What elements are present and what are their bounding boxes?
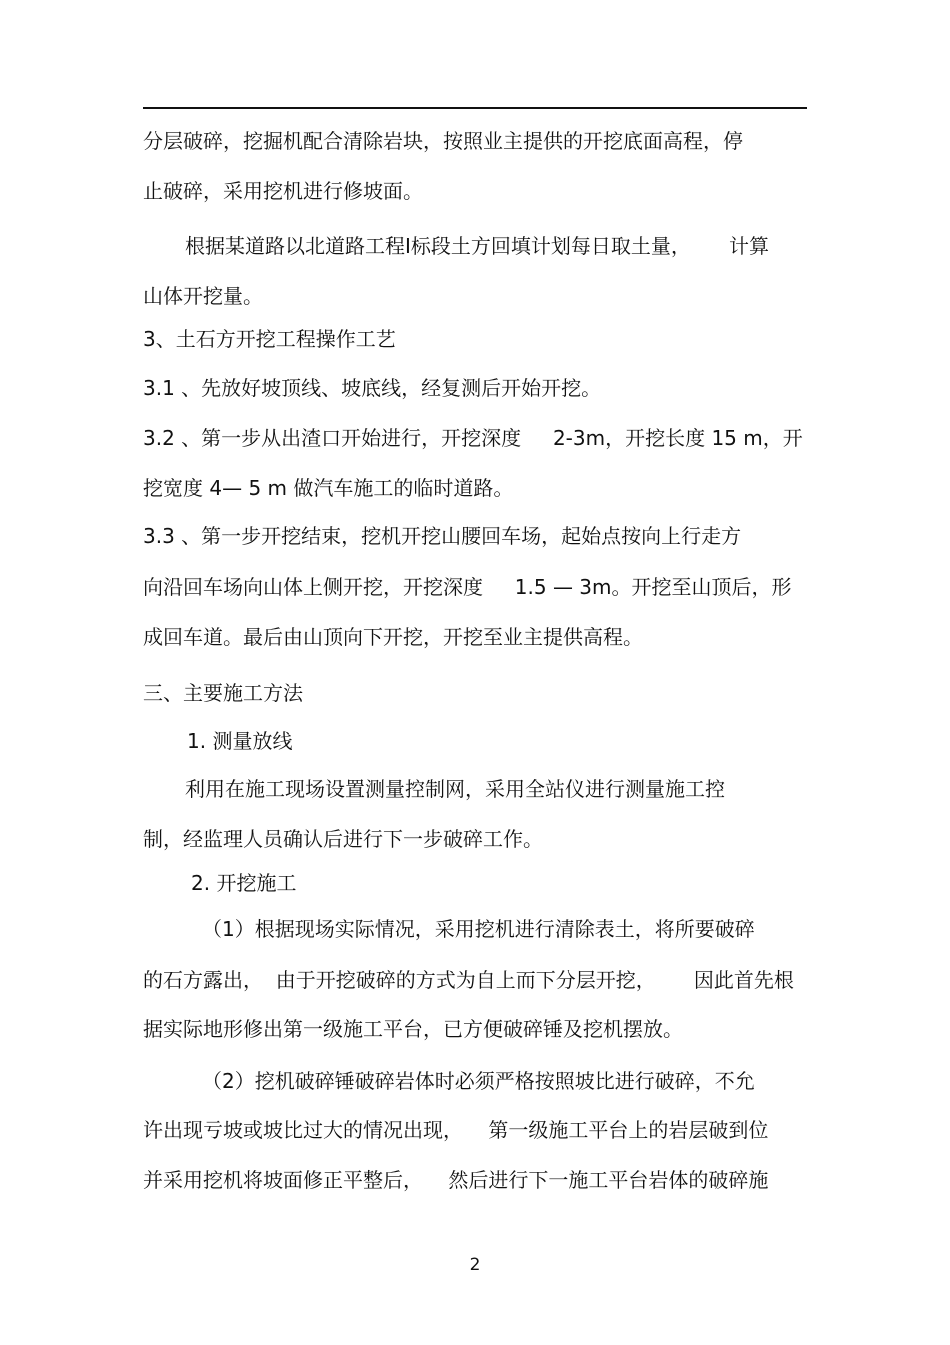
subsection-heading: 1. 测量放线 xyxy=(187,729,293,753)
text-line: 止破碎，采用挖机进行修坡面。 xyxy=(143,179,423,203)
text-line: 3.1 、先放好坡顶线、坡底线，经复测后开始开挖。 xyxy=(143,376,602,400)
subsection-heading: 2. 开挖施工 xyxy=(191,871,297,895)
text-line: 山体开挖量。 xyxy=(143,284,263,308)
text-line: 3.3 、第一步开挖结束，挖机开挖山腰回车场，起始点按向上行走方 xyxy=(143,524,742,548)
text-line: 向沿回车场向山体上侧开挖，开挖深度 1.5 — 3m。开挖至山顶后，形 xyxy=(143,575,792,599)
text-line: 3.2 、第一步从出渣口开始进行，开挖深度 2-3m，开挖长度 15 m，开 xyxy=(143,426,803,450)
text-line: 并采用挖机将坡面修正平整后， 然后进行下一施工平台岩体的破碎施 xyxy=(143,1168,769,1192)
text-line: 根据某道路以北道路工程Ⅰ标段土方回填计划每日取土量， 计算 xyxy=(185,234,770,258)
text-line: 分层破碎，挖掘机配合清除岩块，按照业主提供的开挖底面高程，停 xyxy=(143,129,743,153)
text-line: 许出现亏坡或坡比过大的情况出现， 第一级施工平台上的岩层破到位 xyxy=(143,1118,769,1142)
text-line: 利用在施工现场设置测量控制网，采用全站仪进行测量施工控 xyxy=(185,777,725,801)
section-heading: 三、主要施工方法 xyxy=(143,681,303,705)
text-line: 制，经监理人员确认后进行下一步破碎工作。 xyxy=(143,827,543,851)
text-line: （2）挖机破碎锤破碎岩体时必须严格按照坡比进行破碎，不允 xyxy=(202,1069,755,1093)
text-line: 成回车道。最后由山顶向下开挖，开挖至业主提供高程。 xyxy=(143,625,643,649)
section-heading: 3、土石方开挖工程操作工艺 xyxy=(143,327,396,351)
text-line: 据实际地形修出第一级施工平台，已方便破碎锤及挖机摆放。 xyxy=(143,1017,683,1041)
text-line: （1）根据现场实际情况，采用挖机进行清除表土，将所要破碎 xyxy=(202,917,755,941)
text-line: 的石方露出， 由于开挖破碎的方式为自上而下分层开挖， 因此首先根 xyxy=(143,968,794,992)
page-number: 2 xyxy=(469,1255,481,1275)
text-line: 挖宽度 4— 5 m 做汽车施工的临时道路。 xyxy=(143,476,514,500)
header-rule xyxy=(143,107,807,109)
